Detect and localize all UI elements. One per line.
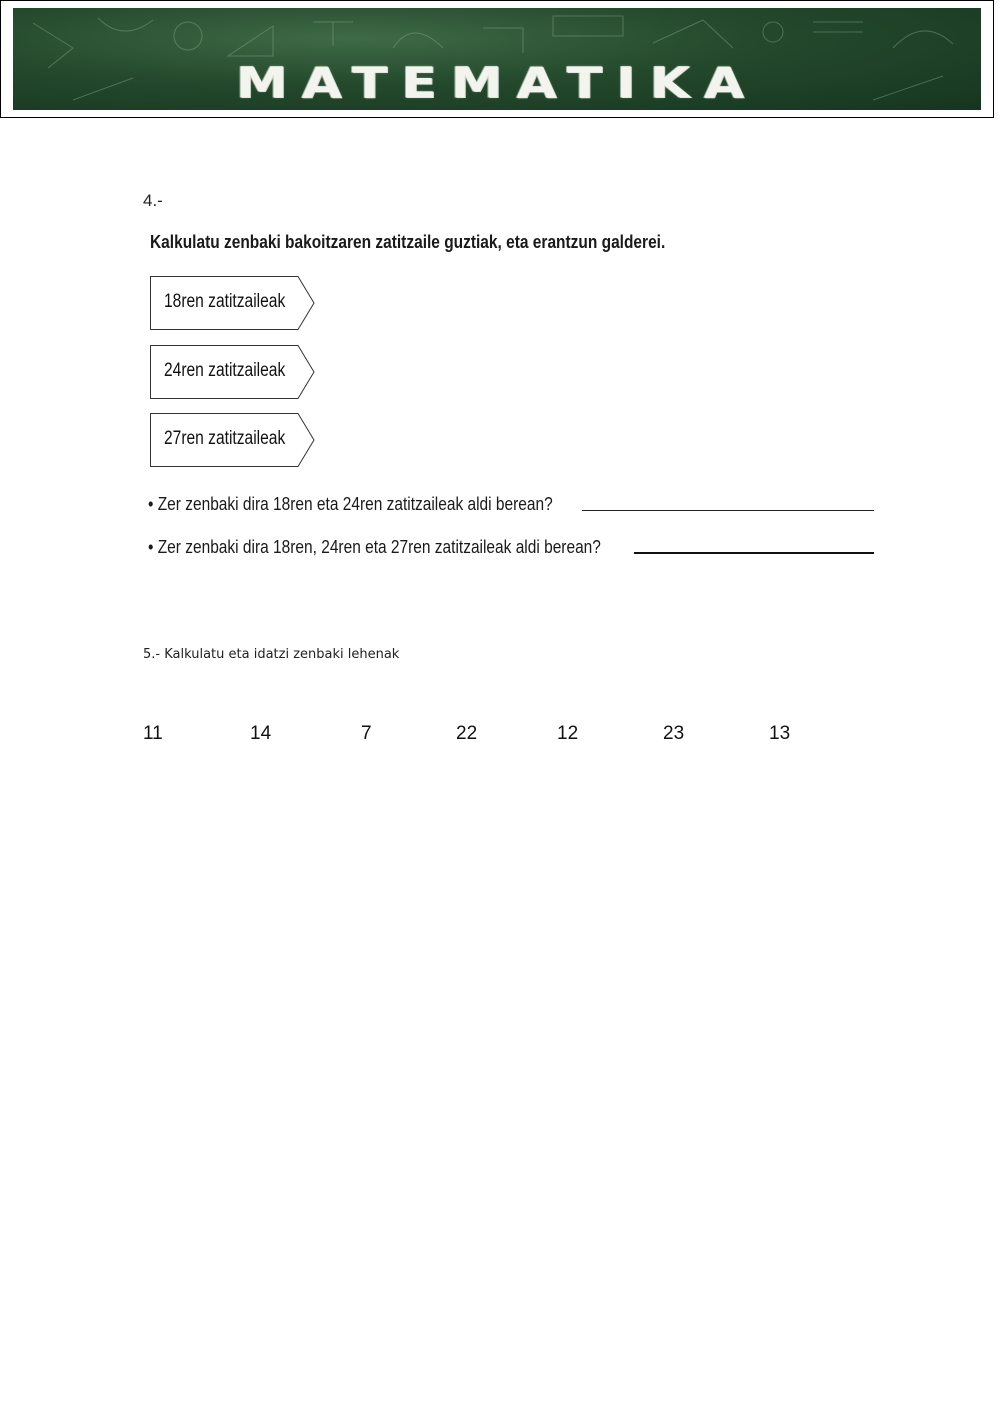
number-item: 14 — [250, 723, 272, 744]
number-item: 22 — [456, 723, 478, 744]
number-item: 23 — [663, 723, 685, 744]
question-common-18-24: • Zer zenbaki dira 18ren eta 24ren zatitzaileak aldi berean? — [148, 494, 553, 514]
exercise-4-instruction: Kalkulatu zenbaki bakoitzaren zatitzaile guztiak, eta erantzun galderei. — [150, 232, 666, 252]
question-common-18-24-27: • Zer zenbaki dira 18ren, 24ren eta 27ren zatitzaileak aldi berean? — [148, 537, 601, 557]
header-frame — [0, 0, 994, 118]
exercise-4-number: 4.- — [143, 191, 163, 210]
divisors-box-18 — [150, 276, 316, 330]
number-item: 13 — [769, 723, 791, 744]
divisors-box-label: 18ren zatitzaileak — [164, 291, 286, 312]
page-title: MATEMATIKA — [235, 58, 759, 108]
prime-candidates-row — [0, 723, 1000, 747]
answer-line-2[interactable] — [634, 552, 874, 554]
divisors-box-label: 27ren zatitzaileak — [164, 428, 286, 449]
exercise-5-title: 5.- Kalkulatu eta idatzi zenbaki lehenak — [143, 647, 400, 662]
chalkboard-banner — [13, 8, 981, 110]
number-item: 12 — [557, 723, 579, 744]
divisors-box-24 — [150, 345, 316, 399]
number-item: 11 — [143, 723, 163, 744]
divisors-box-27 — [150, 413, 316, 467]
number-item: 7 — [361, 723, 372, 744]
divisors-box-label: 24ren zatitzaileak — [164, 360, 286, 381]
answer-line-1[interactable] — [582, 510, 874, 511]
